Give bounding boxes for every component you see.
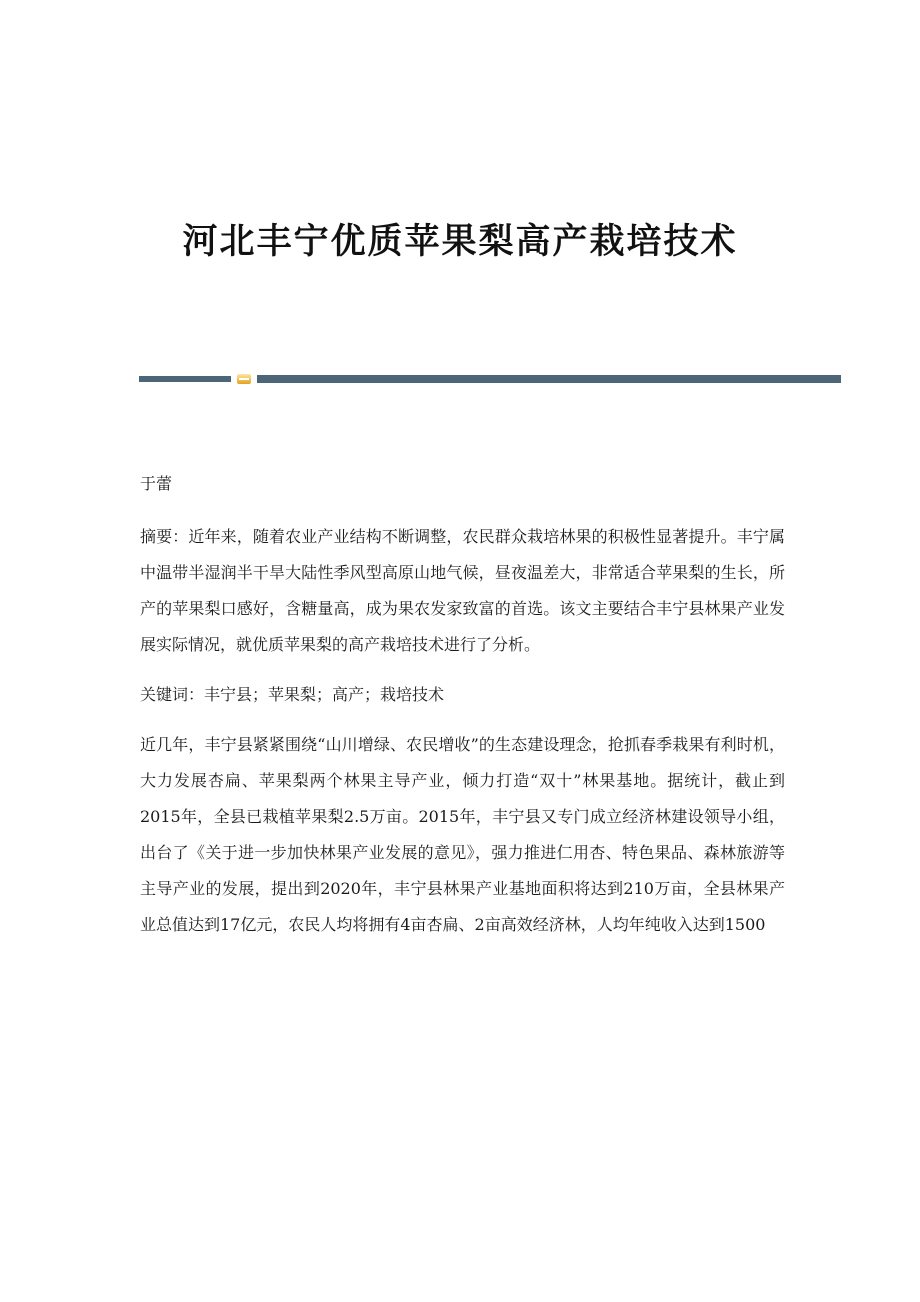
title-divider <box>139 374 841 384</box>
document-title: 河北丰宁优质苹果梨高产栽培技术 <box>182 222 738 262</box>
divider-bar-right <box>257 375 841 383</box>
author-name: 于蕾 <box>140 474 173 493</box>
body-paragraph: 近几年，丰宁县紧紧围绕“山川增绿、农民增收”的生态建设理念，抢抓春季栽果有利时机，大力发展杏扁、苹果梨两个林果主导产业，倾力打造“双十”林果基地。据统计，截止到2015年，全县已栽植苹果梨2.5万亩。2015年，丰宁县又专门成立经济林建设领导小组，出台了《关于进一步加快林果产业发展的意见》，强力推进仁用杏、特色果品、森林旅游等主导产业的发展，提出到2020年，丰宁县林果产业基地面积将达到210万亩，全县林果产业总值达到17亿元，农民人均将拥有4亩杏扁、2亩高效经济林，人均年纯收入达到1500 <box>140 735 785 934</box>
abstract-paragraph: 摘要：近年来，随着农业产业结构不断调整，农民群众栽培林果的积极性显著提升。丰宁属中温带半湿润半干旱大陆性季风型高原山地气候，昼夜温差大，非常适合苹果梨的生长，所产的苹果梨口感好，含糖量高，成为果农发家致富的首选。该文主要结合丰宁县林果产业发展实际情况，就优质苹果梨的高产栽培技术进行了分析。 <box>140 527 785 654</box>
document-body <box>140 466 785 943</box>
divider-ornament-icon <box>237 374 251 384</box>
keywords-line: 关键词：丰宁县；苹果梨；高产；栽培技术 <box>140 685 445 704</box>
divider-bar-left <box>139 376 231 382</box>
